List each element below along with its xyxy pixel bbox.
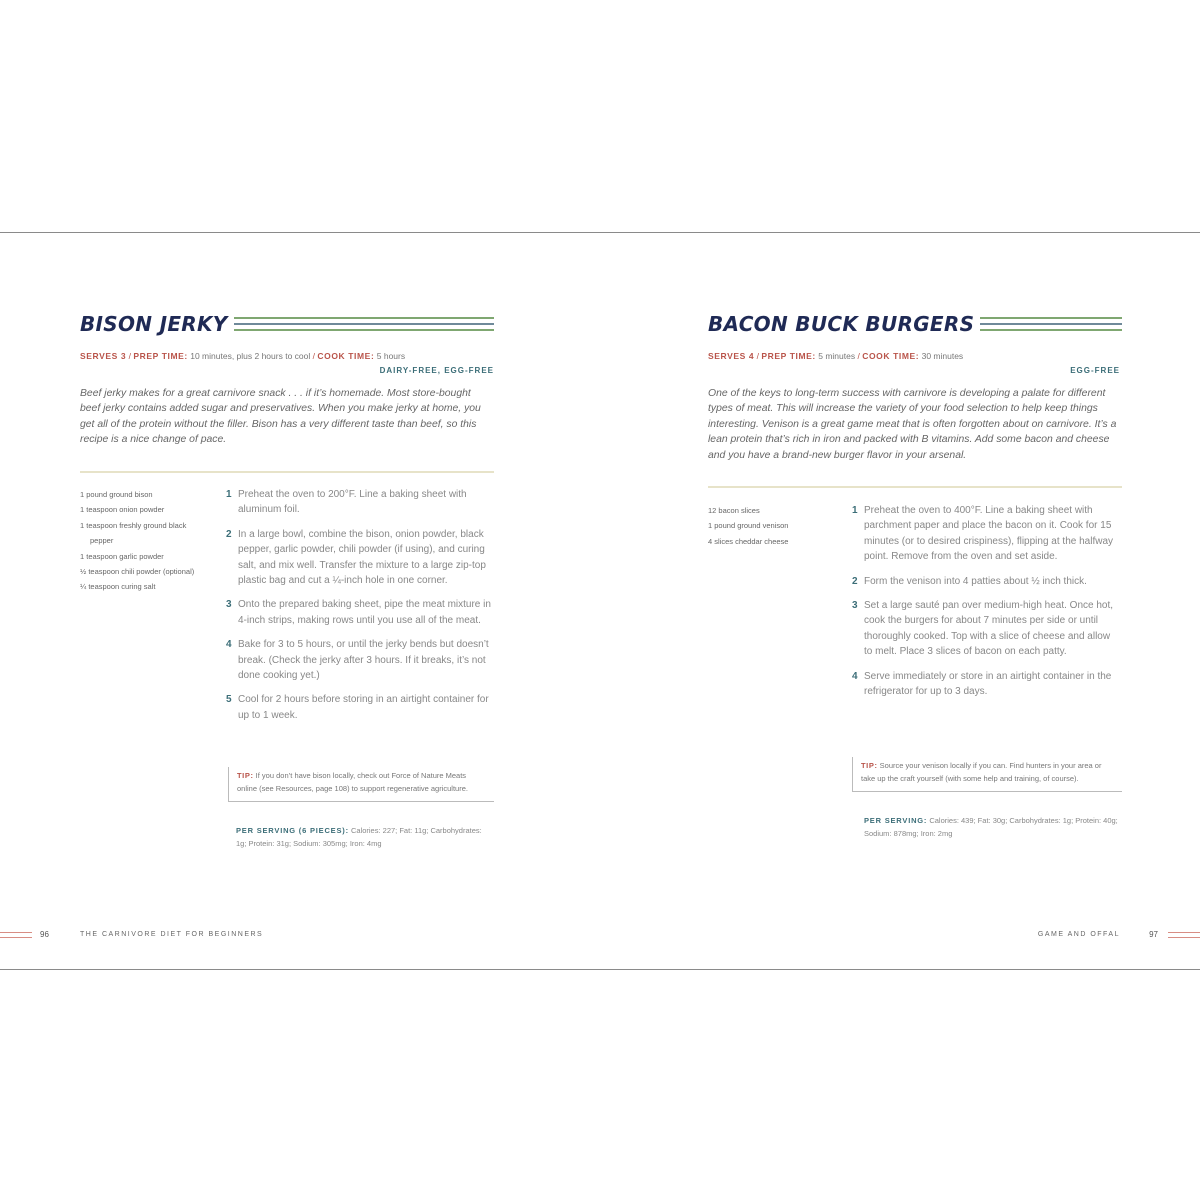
step-item: [226, 692, 494, 723]
recipe-intro: Beef jerky makes for a great carnivore snack . . . if it’s homemade. Most store-bought beef jerky contains added sugar and preservatives. When you make jerky at home, you get all of the protein without the filler. Bison has a very different taste than beef, so this recipe is a nice change of pace.: [80, 388, 481, 446]
ingredient-item: 1 pound ground venison: [708, 521, 789, 531]
step-text: Onto the prepared baking sheet, pipe the meat mixture in 4-inch strips, making rows until you use all of the meat.: [238, 599, 491, 626]
step-number: 2: [852, 575, 858, 587]
prep-time-label: PREP TIME:: [133, 351, 188, 361]
ingredient-item: 1 pound ground bison: [80, 490, 153, 499]
ingredient-item: 1 teaspoon freshly ground black pepper: [80, 520, 187, 546]
step-item: [226, 597, 494, 628]
step-number: 3: [226, 599, 232, 611]
cook-time-value: 5 hours: [376, 351, 406, 361]
title-decoration-rules: [234, 317, 494, 331]
step-text: Preheat the oven to 200°F. Line a baking sheet with aluminum foil.: [238, 489, 467, 516]
prep-time-value: 5 minutes: [818, 351, 856, 361]
left-page: [0, 233, 600, 969]
step-item: [852, 598, 1120, 660]
ingredient-item: ½ teaspoon chili powder (optional): [80, 567, 195, 577]
step-list: [226, 487, 494, 732]
nutrition-text: Calories: 439; Fat: 30g; Carbohydrates: 1g; Protein: 40g; Sodium: 878mg; Iron: 2mg: [864, 816, 1118, 838]
running-head: GAME AND OFFAL: [1037, 931, 1120, 938]
diet-tags: EGG-FREE: [1070, 366, 1120, 375]
ingredient-item: 12 bacon slices: [708, 506, 760, 515]
step-text: Cool for 2 hours before storing in an airtight container for up to 1 week.: [238, 694, 489, 721]
divider: [708, 486, 1122, 488]
cook-time-label: COOK TIME:: [862, 351, 920, 361]
tip-box: [852, 757, 1122, 792]
prep-time-label: PREP TIME:: [761, 351, 816, 361]
nutrition-text: Calories: 227; Fat: 11g; Carbohydrates: 1g; Protein: 31g; Sodium: 305mg; Iron: 4mg: [236, 826, 482, 848]
step-list: [852, 503, 1120, 708]
cook-time-label: COOK TIME:: [317, 351, 375, 361]
footer-bar: [0, 932, 32, 938]
recipe-title: BISON JERKY: [80, 312, 228, 336]
step-text: Set a large sauté pan over medium-high heat. Once hot, cook the burgers for about 7 minutes per side or until thoroughly cooked. Top with a slice of cheese and allow to melt. Place 3 slices of bacon on each patty.: [864, 600, 1114, 658]
prep-time-value: 10 minutes, plus 2 hours to cool: [190, 351, 311, 361]
tip-box: [228, 767, 494, 802]
ingredient-item: 4 slices cheddar cheese: [708, 536, 789, 546]
tip-label: TIP:: [237, 771, 254, 780]
recipe-title: BACON BUCK BURGERS: [708, 312, 975, 336]
tip-label: TIP:: [861, 761, 878, 770]
recipe-meta: SERVES 4 / PREP TIME: 5 minutes / COOK TIME: 30 minutes: [708, 351, 964, 361]
step-item: [852, 669, 1120, 700]
step-item: [226, 487, 494, 518]
tip-text: Source your venison locally if you can. Find hunters in your area or take up the craft yourself (with some help and training, of course).: [861, 761, 1102, 784]
page-number: 97: [1149, 930, 1158, 939]
footer-bar: [1168, 932, 1200, 938]
step-number: 2: [226, 528, 232, 540]
title-decoration-rules: [980, 317, 1122, 331]
serves-label: SERVES 3: [80, 351, 127, 361]
step-text: Bake for 3 to 5 hours, or until the jerky bends but doesn’t break. (Check the jerky after 3 hours. If it breaks, it’s not done cooking yet.): [238, 639, 489, 682]
step-number: 1: [852, 505, 858, 516]
step-text: Form the venison into 4 patties about ½ inch thick.: [864, 575, 1087, 587]
recipe-meta: SERVES 3 / PREP TIME: 10 minutes, plus 2 hours to cool / COOK TIME: 5 hours: [80, 351, 406, 361]
tip-text: If you don’t have bison locally, check out Force of Nature Meats online (see Resources, page 108) to support regenerative agriculture.: [237, 771, 468, 794]
page-number: 96: [40, 930, 49, 939]
ingredient-item: ¼ teaspoon curing salt: [80, 582, 156, 592]
book-spread: [0, 232, 1200, 970]
running-head: THE CARNIVORE DIET FOR BEGINNERS: [80, 931, 264, 938]
cook-time-value: 30 minutes: [921, 351, 964, 361]
nutrition-label: PER SERVING:: [864, 816, 928, 825]
recipe-title-row: [708, 311, 1122, 337]
step-number: 5: [226, 694, 232, 706]
step-text: Preheat the oven to 400°F. Line a baking sheet with parchment paper and place the bacon on it. Cook for 15 minutes (or to desired crispiness), flipping at the halfway point. Remove from the oven and set aside.: [864, 505, 1114, 563]
step-number: 3: [852, 600, 858, 612]
ingredient-list: [80, 487, 210, 595]
recipe-title-row: [80, 311, 494, 337]
step-text: Serve immediately or store in an airtight container in the refrigerator for up to 3 days.: [864, 670, 1112, 698]
nutrition-info: [864, 814, 1120, 840]
ingredient-item: 1 teaspoon onion powder: [80, 505, 165, 515]
nutrition-label: PER SERVING (6 PIECES):: [236, 826, 349, 835]
right-page: [600, 233, 1200, 969]
ingredient-item: 1 teaspoon garlic powder: [80, 551, 164, 561]
step-item: [852, 574, 1120, 589]
step-item: [852, 503, 1120, 565]
serves-label: SERVES 4: [708, 351, 755, 361]
recipe-intro: One of the keys to long-term success with carnivore is developing a palate for different types of meat. This will increase the variety of your food selection to help keep things interesting. Venison is a great game meat that is often forgotten about on carnivore. It’s a lean protein that’s rich in iron and packed with B vitamins. Add some bacon and cheese and you have a brand-new burger flavor in your arsenal.: [708, 388, 1117, 461]
step-text: In a large bowl, combine the bison, onion powder, black pepper, garlic powder, chili powder (if using), and curing salt, and mix well. Transfer the mixture to a large zip-top plastic bag and cut a ¼-inch hole in one corner.: [238, 528, 486, 587]
step-number: 4: [226, 639, 232, 651]
divider: [80, 471, 494, 473]
ingredient-list: [708, 503, 838, 549]
nutrition-info: [236, 824, 492, 850]
step-item: [226, 637, 494, 683]
step-number: 4: [852, 670, 858, 682]
diet-tags: DAIRY-FREE, EGG-FREE: [379, 366, 494, 375]
step-item: [226, 527, 494, 589]
step-number: 1: [226, 489, 232, 500]
